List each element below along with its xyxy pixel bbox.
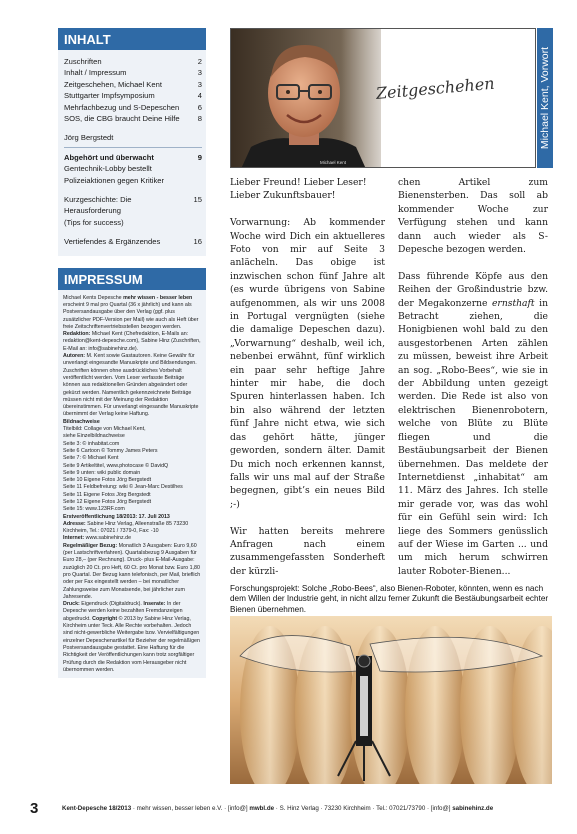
toc-item[interactable]: Mehrfachbezug und S-Depeschen 6 xyxy=(64,102,202,112)
page-number: 3 xyxy=(30,800,39,817)
toc-item[interactable]: Zeitgeschehen, Michael Kent 3 xyxy=(64,79,202,89)
footer-link-sabinehinz[interactable]: sabinehinz.de xyxy=(452,805,494,812)
toc-box xyxy=(58,28,206,256)
toc-item[interactable]: Abgehört und überwacht 9 xyxy=(64,152,202,162)
toc-item[interactable]: Inhalt / Impressum 3 xyxy=(64,68,202,78)
toc-divider xyxy=(64,147,202,148)
toc-item[interactable]: Zuschriften 2 xyxy=(64,57,202,66)
toc-heading: INHALT xyxy=(58,28,206,50)
toc-item[interactable]: Vertiefendes & Ergänzendes 16 xyxy=(64,237,202,247)
sidebar xyxy=(58,28,206,678)
image-caption: Forschungsprojekt: Solche „Robo-Bees“, also Bienen-Roboter, könnten, wenn es nach dem Willen der Industrie geht, in nicht allzu ferner Zukunft die Bestäubungsarbeit echter Bienen übernehmen. xyxy=(230,584,549,614)
robo-bee-image xyxy=(230,616,552,784)
impressum-heading: IMPRESSUM xyxy=(58,268,206,290)
toc-author: Jörg Bergstedt xyxy=(64,133,114,143)
article-column-1 xyxy=(230,176,385,592)
toc-item: (Tips for success) xyxy=(64,217,124,227)
article-column-2 xyxy=(398,176,548,592)
footer-link-mwbl[interactable]: mwbl.de xyxy=(249,805,275,812)
toc-item: Gentechnik-Lobby bestellt xyxy=(64,164,152,174)
toc-item[interactable]: Stuttgarter Impfsymposium 4 xyxy=(64,91,202,101)
footer: Kent-Depesche 18/2013 · mehr wissen, besser leben e.V. · [info@] mwbl.de · S. Hinz Verlag · 73230 Kirchheim · Tel.: 07021/73790 · [info@] sabinehinz.de xyxy=(62,805,494,812)
script-title: Zeitgeschehen xyxy=(375,73,496,103)
paragraph: Wir hatten bereits mehrere Anfragen nach einem zusammengefassten Sonderheft der kürzli- xyxy=(230,525,385,577)
paragraph: chen Artikel zum Bienensterben. Das soll ab kommender Woche zur Verfügung stehen und kann dann auch wieder als S-Depesche bezogen werden. xyxy=(398,177,548,256)
greeting: Lieber Freund! Lieber Leser! Lieber Zukunftsbauer! xyxy=(230,177,367,202)
paragraph: Vorwarnung: Ab kommender Woche wird Dich ein aktuelleres Foto von mir auf Seite 3 anlächeln. Das obige ist inzwischen schon fünf Jahre alt (es wurde übrigens von Sabine aufgenommen, als wir uns 2008 in Portugal vergnügten (siehe die damalige Depeschen dazu). „Vorwarnung“ deshalb, weil ich, nebenbei erwähnt, fünf wirklich ein paar sehr heftige Jahre hinter mir habe, die doch Spuren hinterlassen haben. Ich bin also während der letzten fünf Jahre nicht etwa, wie sich das gehört hätte, jünger geworden, sondern älter. Damit Du mich noch erkennen kannst, falls wir uns mal auf der Straße begegnen, gibt’s ein neues Bild ;-) xyxy=(230,217,385,510)
photo-credit: Michael Kent xyxy=(320,160,347,165)
toc-list xyxy=(58,50,206,256)
toc-group-1 xyxy=(64,56,202,124)
toc-item[interactable]: SOS, die CBG braucht Deine Hilfe 8 xyxy=(64,114,202,124)
section-label: Michael Kent, Vorwort xyxy=(539,46,551,150)
impressum-box xyxy=(58,268,206,678)
toc-item[interactable]: Kurzgeschichte: Die Herausforderung 15 xyxy=(64,195,202,216)
toc-item: Polizeiaktionen gegen Kritiker xyxy=(64,175,165,185)
impressum-body: Michael Kents Depesche mehr wissen - besser leben erscheint 9 mal pro Quartal (36 x jährlich) und kann als Postversandausgabe über den Verlag (ggf. plus zusätzlicher PDF-Version per Mail) wie auch als Heft über freie Zeitschriftenvertriebsstellen bezogen werden. Redaktion: Michael Kent (Chefredaktion, E-Mails an: redaktion@kent-depesche.com), Sabine Hinz (Zuschriften, E-Mail an: info@sabinehinz.de). Autoren: M. Kent sowie Gastautoren. Keine Gewähr für unverlangt eingesandte Manuskripte und Bildsendungen. Zuschriften können ohne ausdrückliches Vorbehalt veröffentlicht werden. Vom Leser verfasste Beiträge können aus redaktionellen Gründen abgeändert oder gekürzt werden. Namentlich gekennzeichnete Beiträge müssen nicht mit der Meinung der Redaktion übereinstimmen. Für unverlangt eingesandte Manuskripte übernimmt der Verlag keine Haftung. Bildnachweise Titelbild: Collage von Michael Kent, siehe Einzelbildnachweise Seite 3: © inhabitat.com Seite 6 Cartoon © Tommy James Peters Seite 7: © Michael Kent Seite 9 Artikeltitel, www.photocase © DavidQ Seite 9 unten: wiki public domain Seite 10 Eigene Fotos Jörg Bergstedt Seite 11 Feldbefreiung: wiki © Jean-Marc Destilhes Seite 11 Eigene Fotos Jörg Bergstedt Seite 12 Eigene Fotos Jörg Bergstedt Seite 15: www.123RF.com Erstveröffentlichung 18/2013: 17. Juli 2013 Adresse: Sabine Hinz Verlag, Alleenstraße 85 73230 Kirchheim, Tel.: 07021 / 7379-0, Fax: -10 Internet: www.sabinehinz.de Regelmäßiger Bezug: Monatlich 3 Ausgaben: Euro 9,60 (per Lastschriftverfahren). Quartalsbezug 9 Ausgaben für Euro 28,– (per Rechnung). Druck- plus E-Mail-Ausgabe: zuzüglich 20 Ct. pro Heft, 60 Ct. pro Monat bzw. Euro 1,80 pro Quartal. Der Bezug kann telefonisch, per Mail, brieflich oder per Fax eingestellt werden – bei monatlicher Zahlungsweise zum Monatsende, bei jährlicher zum Jahresende. Druck: Eigendruck (Digitaldruck). Inserate: In der Depesche werden keine bezahlten Fremdanzeigen abgedruckt. Copyright © 2013 by Sabine Hinz Verlag, Kirchheim unter Teck. Alle Rechte vorbehalten. Jedoch sind nicht-gewerbliche Weitergabe bzw. Vervielfältigungen einzelner Depeschenartikel für Bezieher der regelmäßigen Postversandausgabe gestattet. Eine Haftung für die Richtigkeit der Veröffentlichungen kann trotz sorgfältiger Prüfung durch die Redaktion vom Herausgeber nicht übernommen werden. xyxy=(63,294,201,673)
paragraph: Dass führende Köpfe aus den Reihen der Großindustrie bzw. der Megakonzerne ernsthaft in Betracht ziehen, die Honigbienen wohl bald zu den ausgestorbenen Arten zählen zu müssen, beweist ihre Arbeit an sog. „Robo-Bees“, wie sie in der Abbildung unten gezeigt werden. Die Rede ist also von elektrischen Bienenrobotern, welche von Blüte zu Blüte fliegen und die Bestäubungsarbeit der Bienen übernehmen. Das meldete der Internetdienst „inhabitat“ am 11. März des Jahres. Ich stelle mir gerade vor, was das wohl für ein Gefühl sein wird: Ich liege des Sommers genüsslich auf der Wiese im Garten ... und um mich herum schwirren lauter Roboter-Bienen... xyxy=(398,270,548,577)
